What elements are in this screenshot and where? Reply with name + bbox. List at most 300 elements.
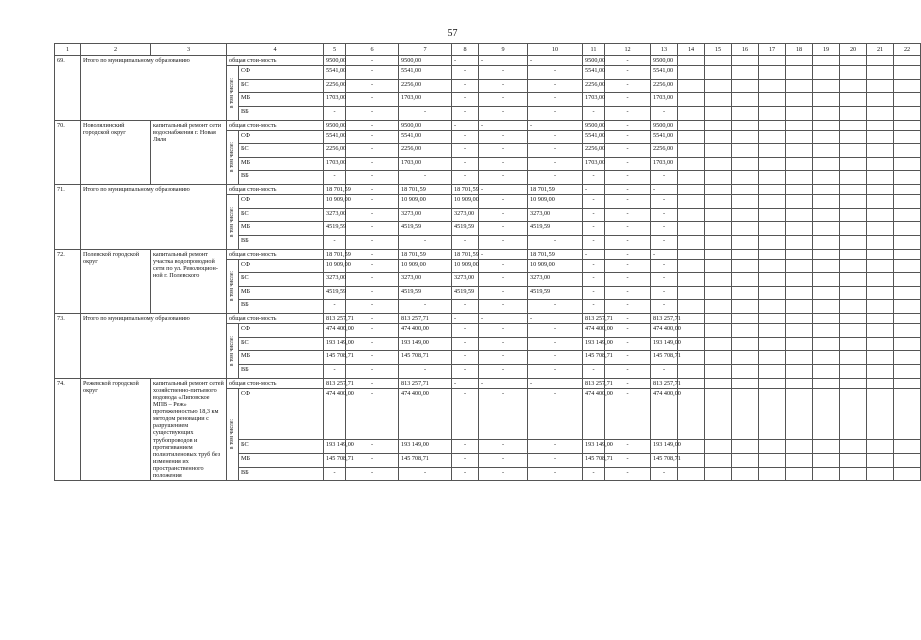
empty-cell [894,337,921,351]
empty-cell [840,222,867,236]
empty-cell [678,185,705,195]
total-value: - [479,378,528,388]
empty-cell [705,454,732,468]
funding-value: - [479,324,528,338]
empty-cell [759,79,786,93]
empty-cell [786,79,813,93]
total-label: общая стои-мость [227,314,324,324]
empty-cell [678,79,705,93]
empty-cell [867,79,894,93]
empty-cell [759,106,786,120]
empty-cell [813,235,840,249]
empty-cell [813,314,840,324]
funding-value: - [399,106,452,120]
funding-value: 193 149,00 [399,337,452,351]
empty-cell [759,195,786,209]
empty-cell [705,259,732,273]
empty-cell [732,171,759,185]
empty-cell [705,300,732,314]
column-header: 3 [151,44,227,56]
empty-cell [705,66,732,80]
empty-cell [759,144,786,158]
funding-value: - [651,195,678,209]
funding-value: 1703,00 [651,93,678,107]
empty-cell [678,106,705,120]
table-row [55,56,921,66]
funding-value: 145 708,71 [324,351,346,365]
funding-value: - [399,300,452,314]
funding-value: - [479,273,528,287]
column-header: 16 [732,44,759,56]
empty-cell [759,286,786,300]
funding-value: - [479,171,528,185]
empty-cell [813,249,840,259]
funding-value: - [346,259,399,273]
funding-value: - [346,300,399,314]
funding-value: - [583,222,605,236]
funding-value: - [346,324,399,338]
total-value: - [583,249,605,259]
empty-cell [786,130,813,144]
funding-value: - [605,79,651,93]
funding-value: - [452,324,479,338]
empty-cell [678,314,705,324]
empty-cell [813,208,840,222]
funding-value: - [324,467,346,481]
total-value: - [528,56,583,66]
empty-cell [840,208,867,222]
empty-cell [786,364,813,378]
funding-value: - [583,171,605,185]
funding-value: - [452,235,479,249]
empty-cell [813,171,840,185]
empty-cell [840,364,867,378]
empty-cell [705,249,732,259]
empty-cell [678,56,705,66]
empty-cell [786,56,813,66]
funding-value: - [528,388,583,440]
funding-value: 3273,00 [452,273,479,287]
empty-cell [786,185,813,195]
empty-cell [732,79,759,93]
empty-cell [867,56,894,66]
column-header: 21 [867,44,894,56]
funding-value: 193 149,00 [324,440,346,454]
register-table [54,43,921,481]
empty-cell [894,185,921,195]
funding-value: - [324,171,346,185]
funding-value: - [605,130,651,144]
empty-cell [759,130,786,144]
funding-value: - [479,259,528,273]
empty-cell [867,388,894,440]
empty-cell [705,79,732,93]
empty-cell [732,259,759,273]
total-value: 18 701,59 [528,249,583,259]
empty-cell [840,300,867,314]
empty-cell [867,208,894,222]
funding-value: - [651,222,678,236]
total-value: - [346,249,399,259]
total-value: 813 257,71 [399,314,452,324]
total-value: 18 701,59 [399,249,452,259]
empty-cell [759,324,786,338]
empty-cell [894,286,921,300]
column-header: 18 [786,44,813,56]
empty-cell [867,364,894,378]
total-value: 9500,00 [651,56,678,66]
funding-value: - [651,273,678,287]
empty-cell [867,249,894,259]
empty-cell [759,259,786,273]
empty-cell [867,351,894,365]
empty-cell [786,144,813,158]
empty-cell [678,337,705,351]
total-label: общая стои-мость [227,378,324,388]
empty-cell [732,66,759,80]
total-value: - [583,185,605,195]
empty-cell [894,79,921,93]
funding-value: - [651,208,678,222]
total-value: 9500,00 [324,120,346,130]
empty-cell [759,93,786,107]
empty-cell [786,273,813,287]
empty-cell [840,195,867,209]
funding-value: - [528,324,583,338]
funding-value: 2256,00 [324,79,346,93]
header-row [55,44,921,56]
empty-cell [813,106,840,120]
empty-cell [786,249,813,259]
funding-value: - [452,66,479,80]
funding-value: - [583,467,605,481]
funding-value: - [605,467,651,481]
funding-value: 10 909,00 [452,195,479,209]
empty-cell [759,454,786,468]
empty-cell [867,314,894,324]
empty-cell [759,120,786,130]
funding-value: 10 909,00 [399,195,452,209]
empty-cell [678,171,705,185]
funding-value: - [583,195,605,209]
empty-cell [678,454,705,468]
in-total-label: в том числе: [229,206,236,237]
funding-value: - [346,388,399,440]
empty-cell [840,171,867,185]
empty-cell [867,259,894,273]
empty-cell [894,249,921,259]
funding-value: 474 400,00 [399,388,452,440]
empty-cell [705,337,732,351]
funding-value: - [605,222,651,236]
funding-value: - [346,130,399,144]
funding-value: 474 400,00 [651,388,678,440]
empty-cell [840,286,867,300]
empty-cell [894,208,921,222]
funding-value: 5541,00 [651,130,678,144]
funding-value: - [346,66,399,80]
funding-value: - [452,157,479,171]
funding-value: - [605,106,651,120]
funding-value: - [452,388,479,440]
empty-cell [894,120,921,130]
funding-value: - [528,454,583,468]
empty-cell [894,93,921,107]
funding-value: 1703,00 [324,157,346,171]
empty-cell [732,222,759,236]
funding-value: - [605,157,651,171]
table-row [55,378,921,388]
funding-value: - [479,144,528,158]
funding-value: - [346,222,399,236]
total-label: общая стои-мость [227,120,324,130]
empty-cell [786,171,813,185]
empty-cell [705,286,732,300]
funding-value: - [583,273,605,287]
funding-value: - [452,144,479,158]
empty-cell [678,378,705,388]
empty-cell [894,171,921,185]
empty-cell [786,324,813,338]
funding-value: - [479,364,528,378]
funding-value: - [479,66,528,80]
empty-cell [732,157,759,171]
row-name: Режевской городской округ [81,378,151,481]
empty-cell [732,454,759,468]
total-value: - [605,185,651,195]
empty-cell [867,286,894,300]
funding-value: 1703,00 [583,93,605,107]
empty-cell [867,337,894,351]
empty-cell [705,467,732,481]
empty-cell [732,144,759,158]
empty-cell [732,378,759,388]
funding-value: - [605,286,651,300]
funding-value: - [605,195,651,209]
funding-value: - [346,157,399,171]
funding-value: 193 149,00 [399,440,452,454]
total-value: - [346,314,399,324]
empty-cell [813,388,840,440]
row-number: 72. [55,249,81,314]
column-header: 6 [346,44,399,56]
funding-code: ВБ [239,364,324,378]
empty-cell [759,157,786,171]
column-header: 13 [651,44,678,56]
empty-cell [705,130,732,144]
empty-cell [894,130,921,144]
funding-value: 193 149,00 [583,440,605,454]
column-header: 7 [399,44,452,56]
total-value: 9500,00 [324,56,346,66]
empty-cell [759,314,786,324]
funding-value: 10 909,00 [452,259,479,273]
funding-value: 2256,00 [651,79,678,93]
funding-value: 4519,59 [528,222,583,236]
row-name: Итого по муниципальному образованию [81,314,227,379]
empty-cell [678,157,705,171]
funding-value: - [399,467,452,481]
funding-code: ВБ [239,467,324,481]
empty-cell [867,324,894,338]
empty-cell [840,106,867,120]
empty-cell [705,378,732,388]
empty-cell [705,120,732,130]
in-total-label-cell [227,324,239,378]
funding-value: - [452,337,479,351]
funding-value: 10 909,00 [324,259,346,273]
funding-value: - [324,235,346,249]
empty-cell [732,120,759,130]
row-name: Итого по муниципальному образованию [81,56,227,121]
total-value: - [605,378,651,388]
funding-value: - [583,106,605,120]
empty-cell [732,56,759,66]
in-total-label: в том числе: [229,77,236,108]
empty-cell [732,467,759,481]
empty-cell [786,222,813,236]
funding-value: - [651,235,678,249]
empty-cell [867,185,894,195]
empty-cell [894,273,921,287]
empty-cell [705,314,732,324]
total-value: 9500,00 [399,120,452,130]
funding-value: 145 708,71 [651,351,678,365]
empty-cell [678,120,705,130]
funding-value: 145 708,71 [583,454,605,468]
funding-value: 5541,00 [324,130,346,144]
empty-cell [732,273,759,287]
total-value: 18 701,59 [399,185,452,195]
funding-value: - [346,286,399,300]
empty-cell [840,454,867,468]
funding-value: - [583,300,605,314]
funding-value: 474 400,00 [583,324,605,338]
funding-value: - [528,364,583,378]
total-value: 18 701,59 [324,249,346,259]
funding-code: СФ [239,388,324,440]
empty-cell [678,235,705,249]
funding-value: 4519,59 [399,222,452,236]
empty-cell [759,171,786,185]
empty-cell [813,130,840,144]
empty-cell [678,222,705,236]
funding-code: ВБ [239,171,324,185]
in-total-label: в том числе: [229,271,236,302]
funding-value: - [324,300,346,314]
empty-cell [759,364,786,378]
funding-value: - [452,171,479,185]
row-number: 74. [55,378,81,481]
funding-value: 4519,59 [324,286,346,300]
empty-cell [678,364,705,378]
funding-code: МБ [239,93,324,107]
empty-cell [813,79,840,93]
empty-cell [894,351,921,365]
empty-cell [867,66,894,80]
in-total-label: в том числе: [229,419,236,450]
empty-cell [732,314,759,324]
total-label: общая стои-мость [227,56,324,66]
empty-cell [867,440,894,454]
empty-cell [894,56,921,66]
funding-value: - [605,440,651,454]
funding-code: БС [239,440,324,454]
funding-value: - [605,235,651,249]
funding-value: - [605,66,651,80]
funding-value: - [346,144,399,158]
empty-cell [786,286,813,300]
empty-cell [732,93,759,107]
funding-value: - [479,235,528,249]
column-header: 15 [705,44,732,56]
empty-cell [705,144,732,158]
empty-cell [732,388,759,440]
empty-cell [786,440,813,454]
funding-value: 193 149,00 [324,337,346,351]
empty-cell [732,351,759,365]
total-value: 18 701,59 [528,185,583,195]
funding-code: БС [239,79,324,93]
empty-cell [894,300,921,314]
empty-cell [705,208,732,222]
funding-value: - [479,388,528,440]
empty-cell [867,235,894,249]
funding-value: - [528,144,583,158]
empty-cell [813,157,840,171]
empty-cell [894,378,921,388]
funding-value: 2256,00 [651,144,678,158]
empty-cell [894,364,921,378]
funding-value: - [399,235,452,249]
total-value: - [346,56,399,66]
funding-value: - [479,79,528,93]
column-header: 14 [678,44,705,56]
funding-code: МБ [239,157,324,171]
empty-cell [840,259,867,273]
column-header: 22 [894,44,921,56]
total-value: 18 701,59 [324,185,346,195]
empty-cell [678,249,705,259]
funding-value: - [605,300,651,314]
funding-value: - [583,259,605,273]
empty-cell [894,195,921,209]
funding-value: 4519,59 [399,286,452,300]
empty-cell [732,130,759,144]
funding-value: - [528,235,583,249]
funding-value: 10 909,00 [528,195,583,209]
empty-cell [813,195,840,209]
empty-cell [786,300,813,314]
funding-value: - [605,171,651,185]
funding-value: - [479,93,528,107]
funding-value: - [452,106,479,120]
empty-cell [705,364,732,378]
funding-value: - [651,467,678,481]
empty-cell [813,378,840,388]
empty-cell [813,324,840,338]
funding-value: 3273,00 [399,273,452,287]
total-value: - [452,378,479,388]
empty-cell [867,120,894,130]
funding-value: - [399,364,452,378]
empty-cell [867,106,894,120]
empty-cell [759,300,786,314]
funding-value: - [346,351,399,365]
total-value: - [346,378,399,388]
funding-value: 1703,00 [583,157,605,171]
funding-code: БС [239,208,324,222]
